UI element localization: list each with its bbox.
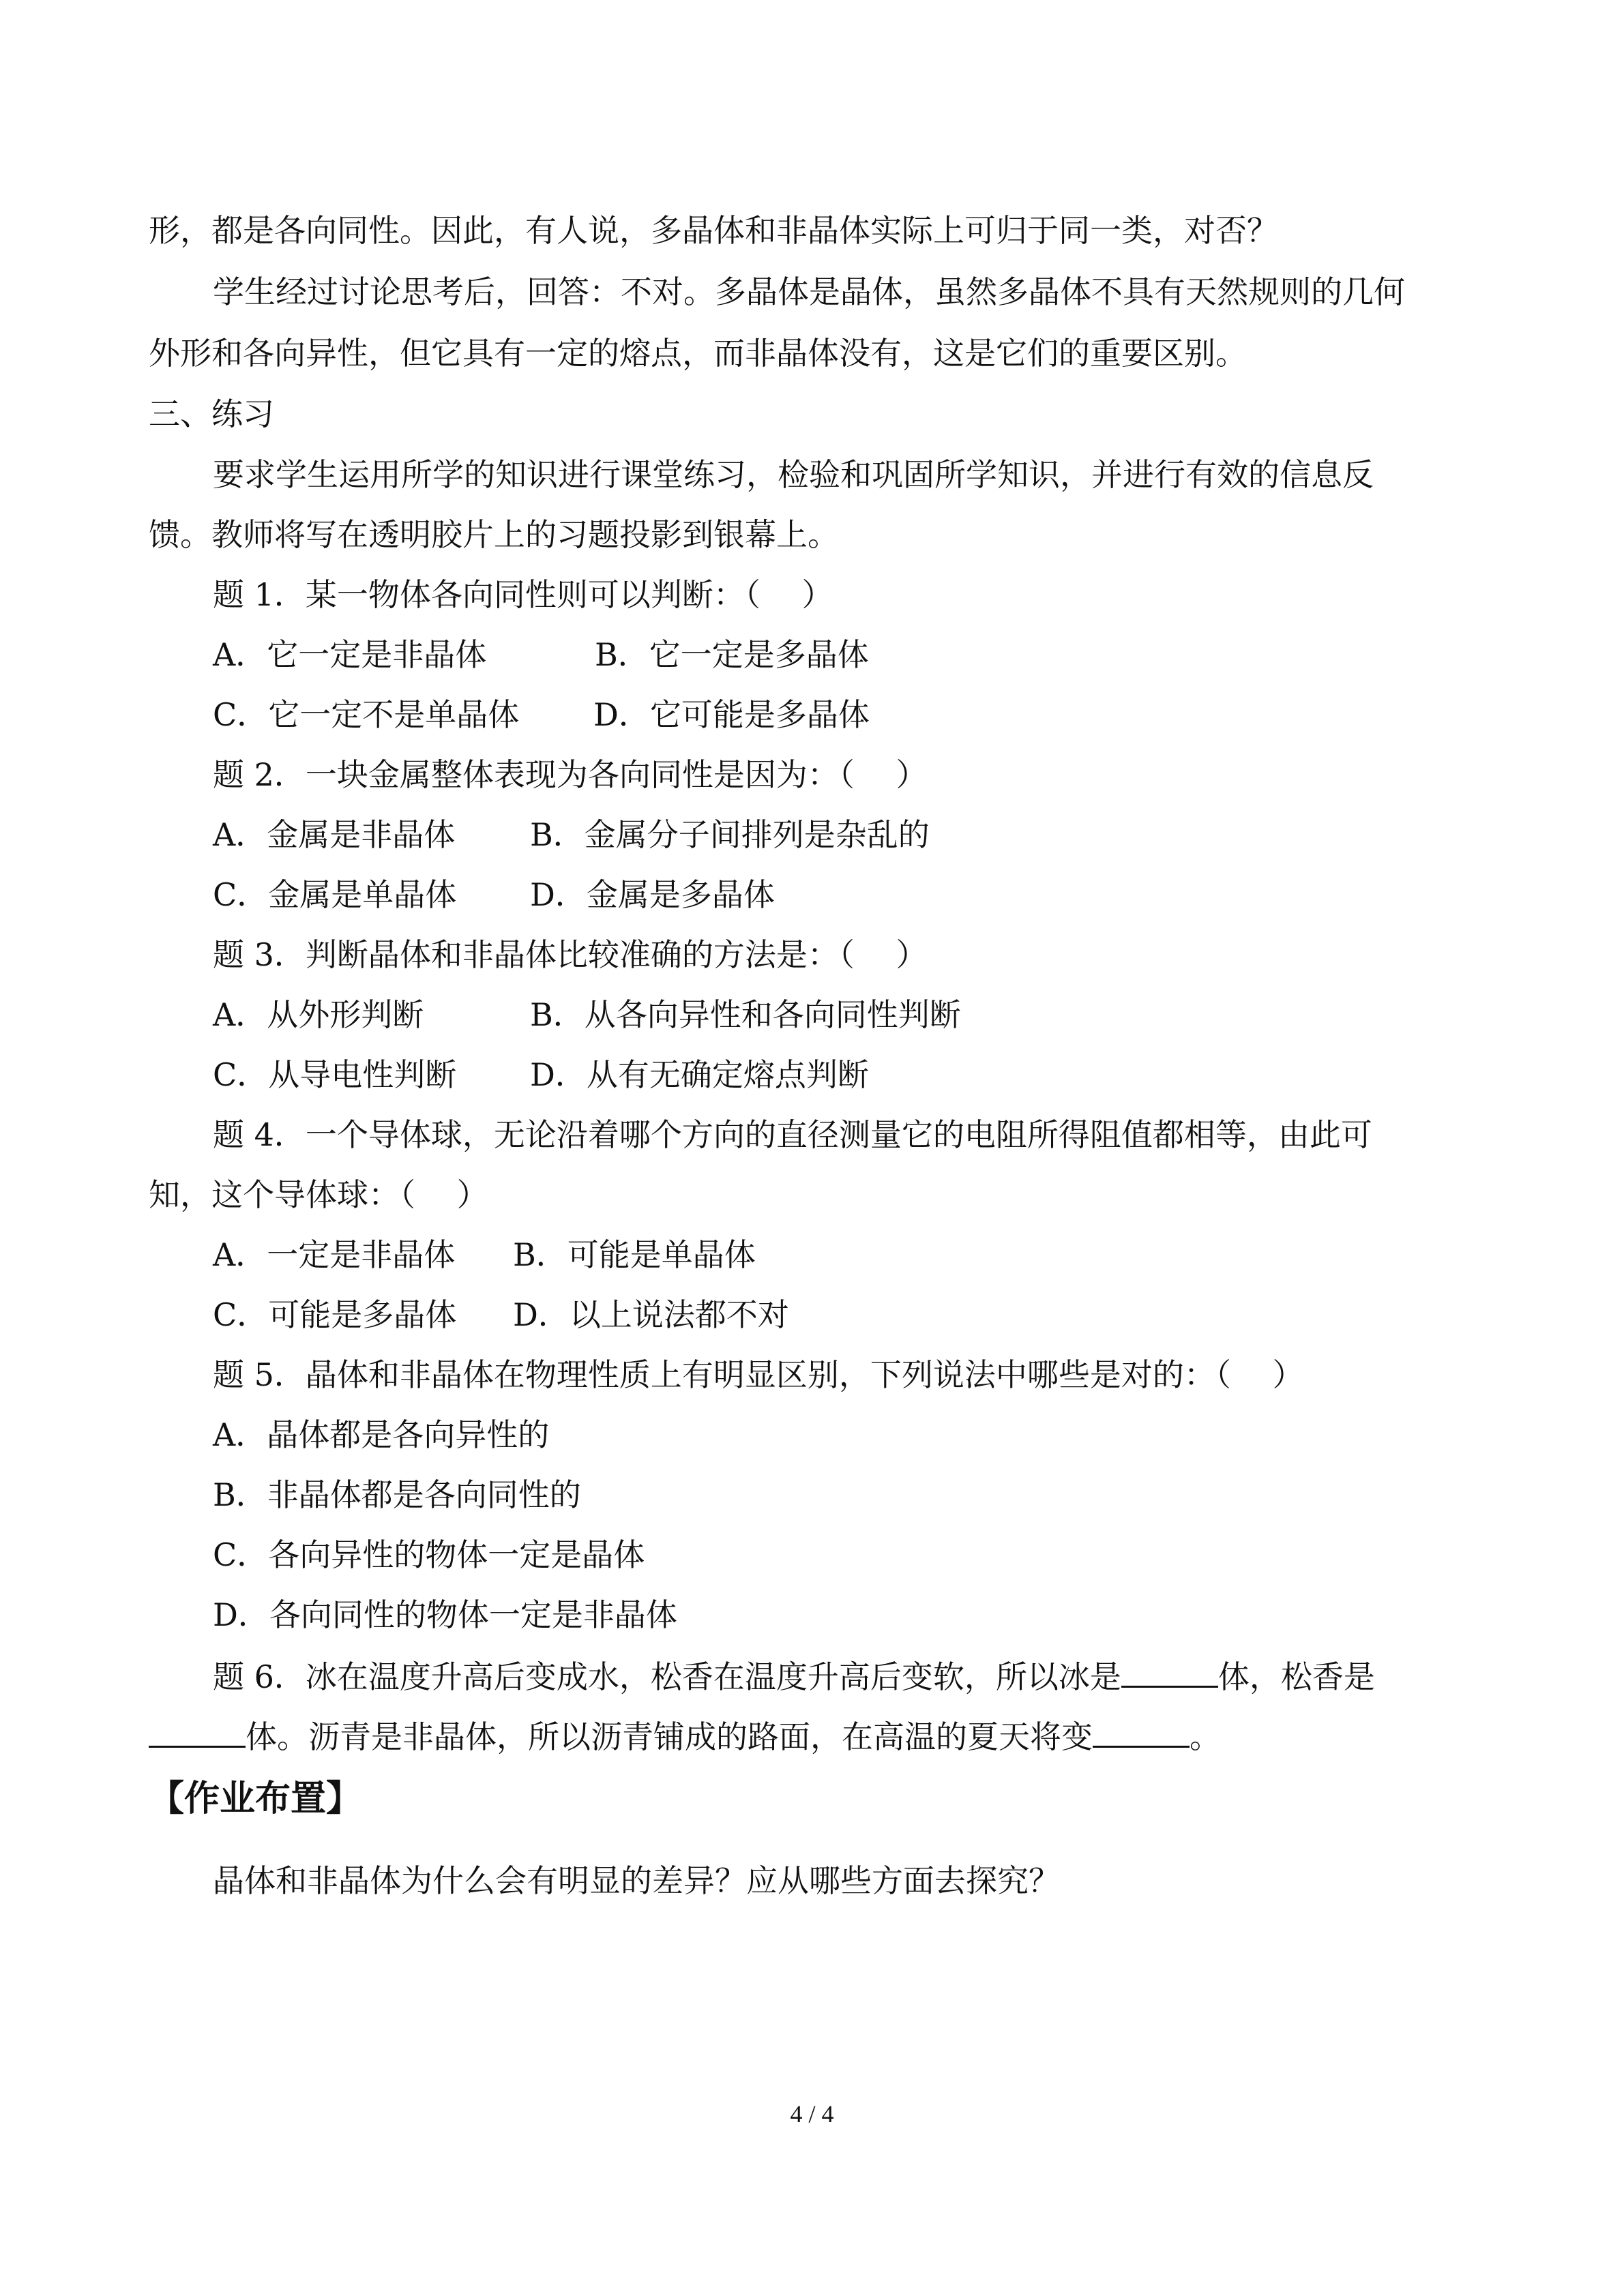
option-row — [213, 994, 1099, 1035]
option-a: A．金属是非晶体 — [213, 816, 456, 853]
option-c: C．从导电性判断 — [213, 1056, 457, 1093]
option-d: D．以上说法都不对 — [513, 1296, 789, 1333]
option-b: B．非晶体都是各向同性的 — [213, 1476, 581, 1513]
page-number: 4 / 4 — [790, 2100, 834, 2128]
option-c: C．金属是单晶体 — [213, 876, 457, 913]
question-text: 。 — [1190, 1718, 1221, 1755]
question-stem: 题 5．晶体和非晶体在物理性质上有明显区别，下列说法中哪些是对的：（ ） — [213, 1356, 1304, 1393]
option-row — [213, 874, 1031, 915]
homework-text: 晶体和非晶体为什么会有明显的差异？应从哪些方面去探究？ — [213, 1862, 1060, 1899]
option-row — [213, 1294, 1031, 1335]
answer-blank — [1121, 1654, 1218, 1688]
option-row — [213, 634, 895, 675]
option-a: A．一定是非晶体 — [213, 1236, 456, 1273]
option-d: D．金属是多晶体 — [530, 876, 775, 913]
homework-heading: 【作业布置】 — [149, 1778, 362, 1819]
question-stem: 题 4．一个导体球，无论沿着哪个方向的直径测量它的电阻所得阻值都相等，由此可 — [213, 1116, 1372, 1153]
question-text: 题 6．冰在温度升高后变成水，松香在温度升高后变软，所以冰是 — [213, 1658, 1121, 1695]
option-row — [213, 694, 895, 735]
option-d: D．各向同性的物体一定是非晶体 — [213, 1596, 677, 1633]
question-stem: 题 3．判断晶体和非晶体比较准确的方法是：（ ） — [213, 936, 928, 973]
option-b: B．从各向异性和各向同性判断 — [530, 996, 961, 1033]
option-c: C．它一定不是单晶体 — [213, 696, 520, 733]
paragraph-line: 形，都是各向同性。因此，有人说，多晶体和非晶体实际上可归于同一类，对否？ — [149, 212, 1278, 249]
paragraph-line: 外形和各向异性，但它具有一定的熔点，而非晶体没有，这是它们的重要区别。 — [149, 335, 1247, 372]
option-b: B．金属分子间排列是杂乱的 — [530, 816, 930, 853]
question-text: 体。沥青是非晶体，所以沥青铺成的路面，在高温的夏天将变 — [246, 1718, 1093, 1755]
option-row — [213, 1234, 1031, 1275]
option-row — [213, 814, 1031, 855]
question-stem-continued — [149, 1714, 1221, 1755]
paragraph-line: 学生经过讨论思考后，回答：不对。多晶体是晶体，虽然多晶体不具有天然规则的几何 — [213, 273, 1405, 310]
option-d: D．它可能是多晶体 — [593, 696, 870, 733]
option-a: A．从外形判断 — [213, 996, 424, 1033]
option-b: B．它一定是多晶体 — [595, 636, 869, 673]
paragraph-line: 馈。教师将写在透明胶片上的习题投影到银幕上。 — [149, 516, 839, 553]
paragraph-line: 要求学生运用所学的知识进行课堂练习，检验和巩固所学知识，并进行有效的信息反 — [213, 456, 1374, 493]
question-stem-continued: 知，这个导体球：（ ） — [149, 1176, 488, 1213]
option-a: A．晶体都是各向异性的 — [213, 1416, 550, 1453]
question-stem: 题 2．一块金属整体表现为各向同性是因为：（ ） — [213, 756, 928, 793]
question-text: 体，松香是 — [1217, 1658, 1375, 1695]
option-row — [213, 1054, 1099, 1095]
option-b: B．可能是单晶体 — [513, 1236, 756, 1273]
option-c: C．各向异性的物体一定是晶体 — [213, 1536, 645, 1573]
answer-blank — [149, 1714, 246, 1748]
question-stem — [213, 1654, 1375, 1695]
option-a: A．它一定是非晶体 — [213, 636, 487, 673]
answer-blank — [1093, 1714, 1190, 1748]
section-title: 三、练习 — [149, 396, 274, 432]
option-c: C．可能是多晶体 — [213, 1296, 457, 1333]
question-stem: 题 1．某一物体各向同性则可以判断：（ ） — [213, 576, 833, 613]
option-d: D．从有无确定熔点判断 — [530, 1056, 869, 1093]
